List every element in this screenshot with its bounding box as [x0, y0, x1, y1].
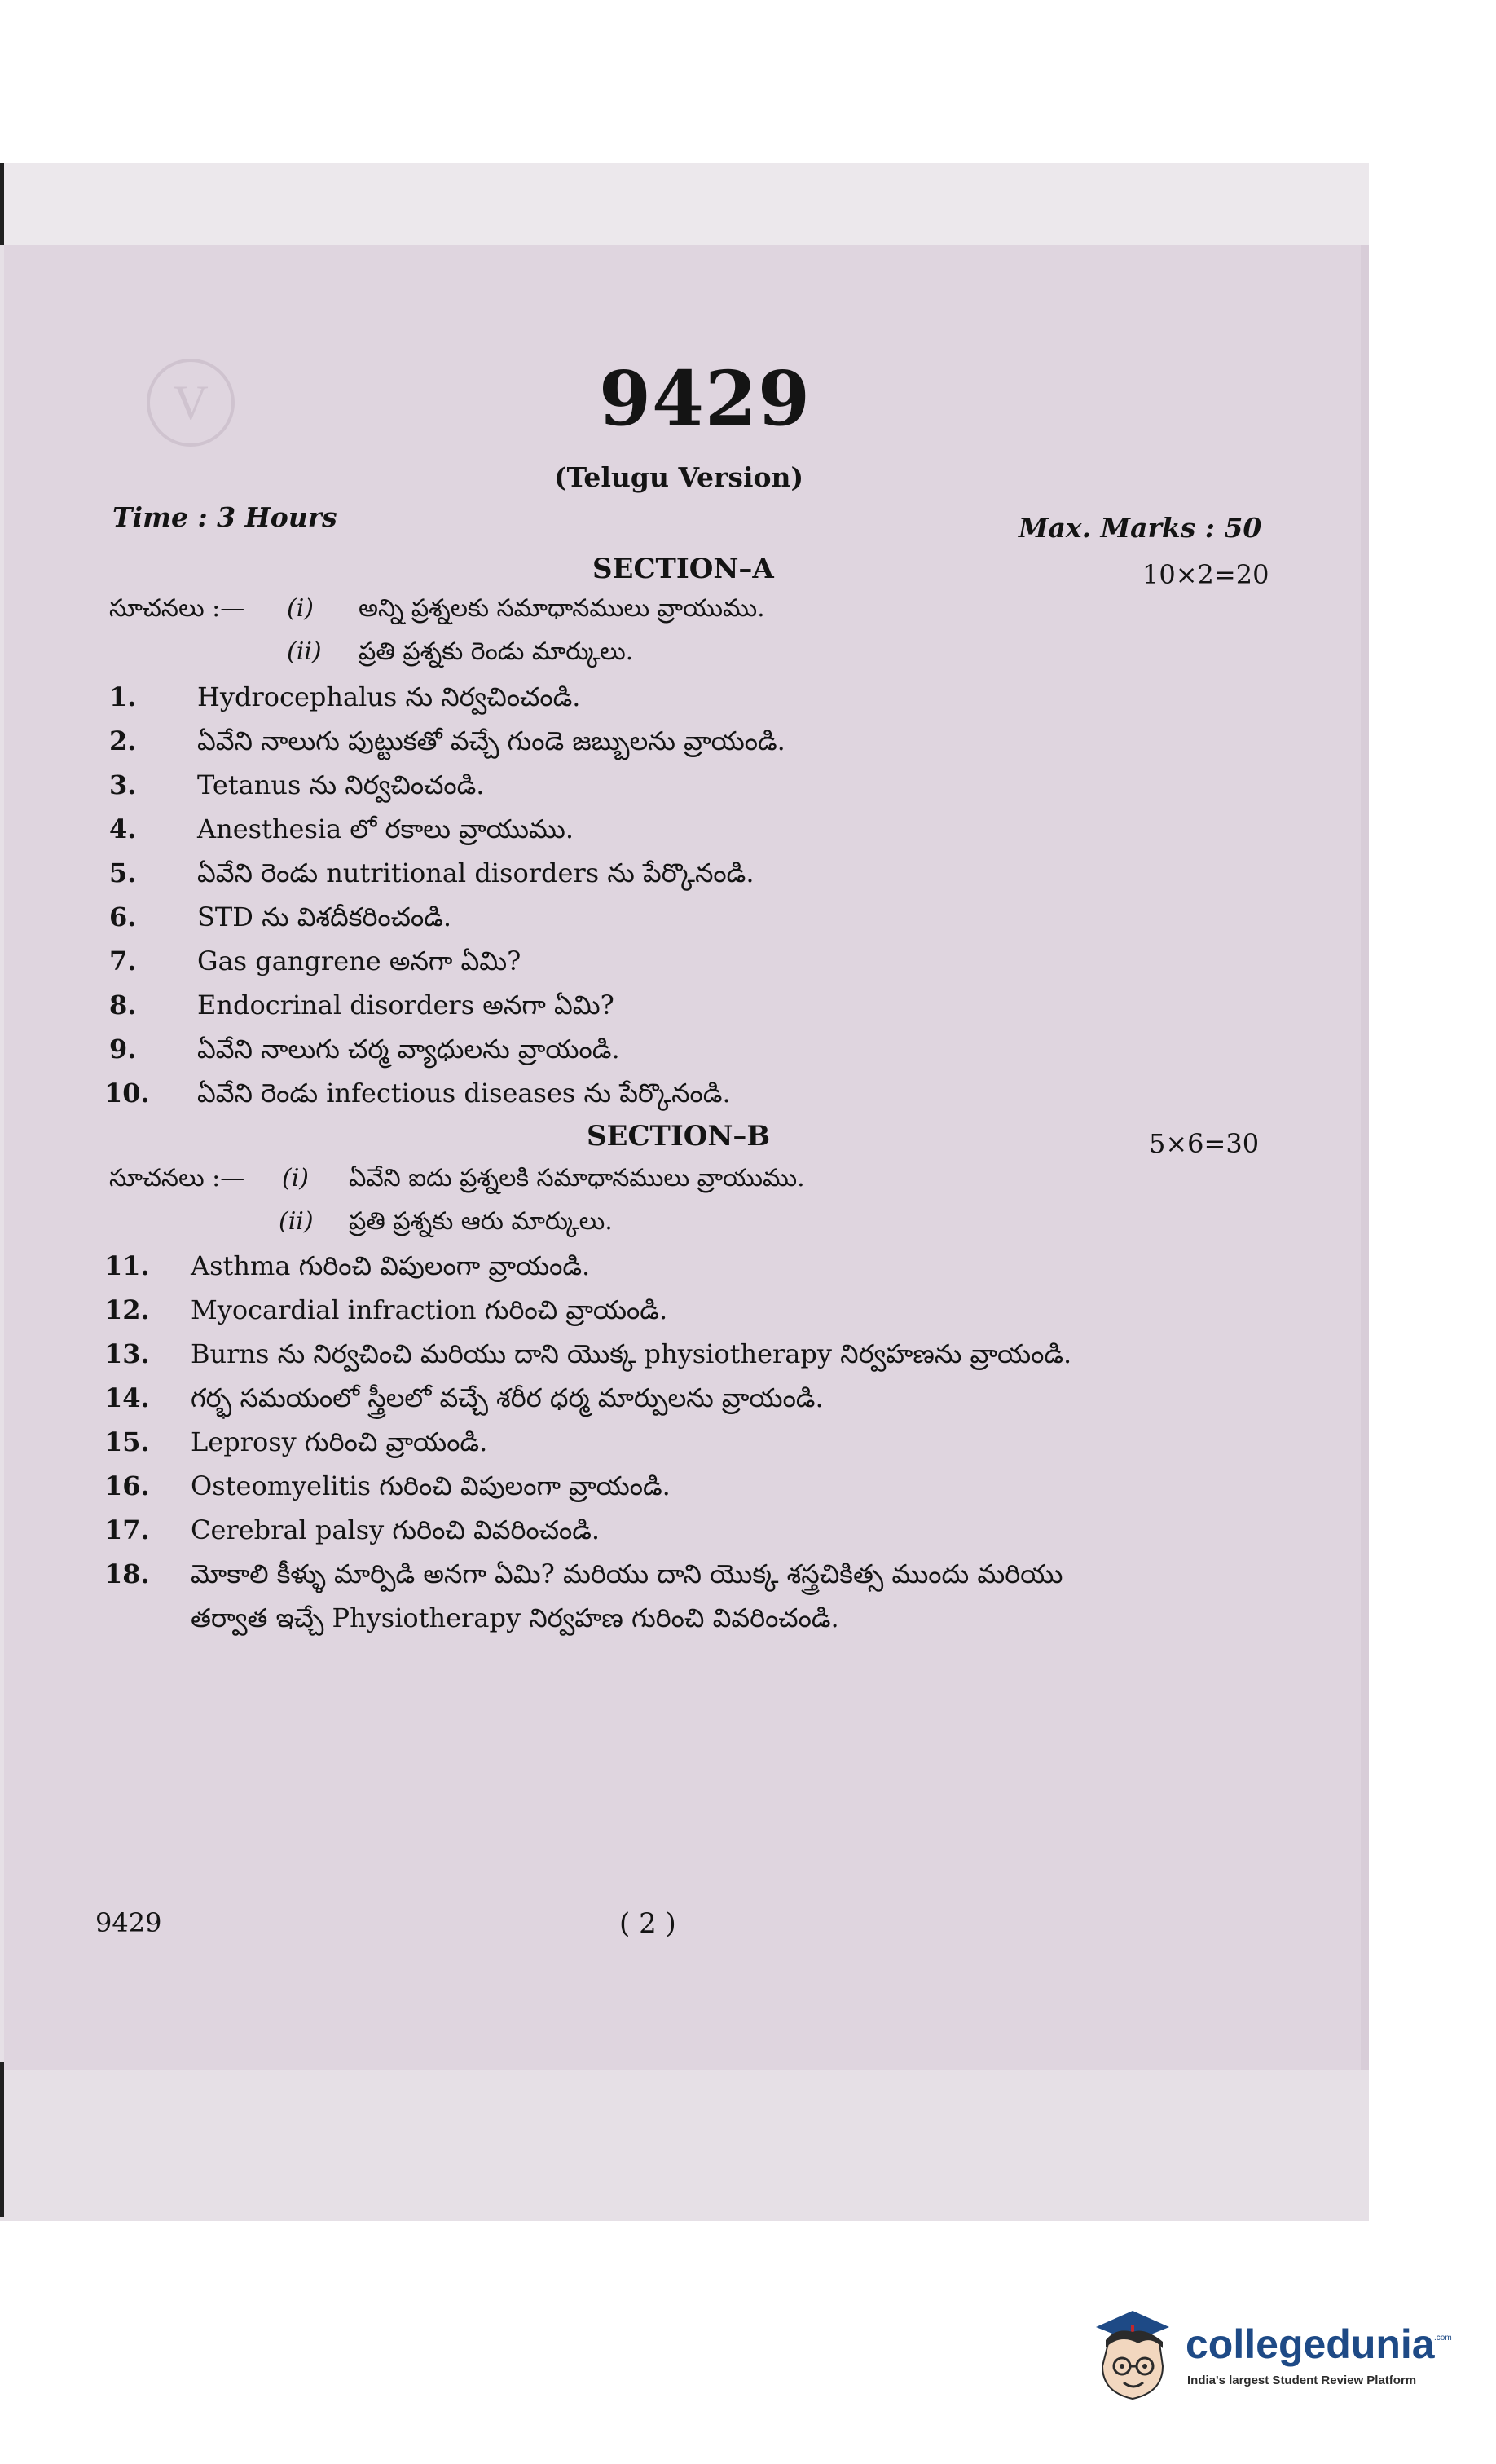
logo-wordmark: collegedunia	[1186, 2321, 1435, 2367]
question-text: ఏవేని నాలుగు పుట్టుకతో వచ్చే గుండె జబ్బులను వ్రాయండి.	[197, 725, 785, 756]
question-number: 16.	[104, 1470, 150, 1501]
logo-tagline: India's largest Student Review Platform	[1187, 2374, 1417, 2387]
question-text: Anesthesia లో రకాలు వ్రాయుము.	[197, 813, 574, 844]
mascot-icon	[1088, 2303, 1181, 2404]
question-number: 7.	[109, 945, 137, 976]
question-number: 3.	[109, 769, 137, 800]
question-text: ఏవేని నాలుగు చర్మ వ్యాధులను వ్రాయండి.	[197, 1034, 620, 1065]
question-number: 6.	[109, 901, 137, 932]
question-text: ఏవేని రెండు nutritional disorders ను పేర్కొనండి.	[197, 857, 755, 888]
instruction-text: అన్ని ప్రశ్నలకు సమాధానములు వ్రాయుము.	[359, 594, 765, 623]
section-a-title: SECTION–A	[592, 553, 774, 585]
time-label: Time : 3 Hours	[112, 501, 337, 533]
question-text: Burns ను నిర్వచించి మరియు దాని యొక్క physiotherapy నిర్వహణను వ్రాయండి.	[191, 1338, 1072, 1369]
page-number: ( 2 )	[619, 1907, 676, 1940]
question-text: Tetanus ను నిర్వచించండి.	[197, 769, 485, 800]
question-text: గర్భ సమయంలో స్త్రీలలో వచ్చే శరీర ధర్మ మార్పులను వ్రాయండి.	[191, 1382, 824, 1413]
scan-edge-bottom	[0, 2062, 4, 2217]
question-text: Leprosy గురించి వ్రాయండి.	[191, 1426, 488, 1457]
max-marks-label: Max. Marks : 50	[1019, 512, 1262, 544]
question-number: 4.	[109, 813, 137, 844]
question-text: Cerebral palsy గురించి వివరించండి.	[191, 1514, 601, 1545]
question-text: Gas gangrene అనగా ఏమి?	[197, 945, 521, 976]
footer-paper-code: 9429	[95, 1907, 162, 1938]
question-text: Myocardial infraction గురించి వ్రాయండి.	[191, 1294, 668, 1325]
question-text: Endocrinal disorders అనగా ఏమి?	[197, 990, 614, 1020]
section-b-marks: 5×6=30	[1149, 1128, 1260, 1159]
question-number: 14.	[104, 1382, 150, 1413]
instruction-number: (ii)	[279, 1207, 314, 1236]
section-b-instructions-label: సూచనలు :—	[109, 1164, 245, 1192]
question-number: 10.	[104, 1078, 150, 1109]
version-label: (Telugu Version)	[554, 461, 804, 493]
sheet-edge	[1361, 245, 1369, 2070]
instruction-text: ఏవేని ఐదు ప్రశ్నలకి సమాధానములు వ్రాయుము.	[349, 1164, 805, 1192]
instruction-text: ప్రతి ప్రశ్నకు రెండు మార్కులు.	[359, 637, 634, 666]
question-text: Hydrocephalus ను నిర్వచించండి.	[197, 681, 581, 712]
question-number: 5.	[109, 857, 137, 888]
instruction-text: ప్రతి ప్రశ్నకు ఆరు మార్కులు.	[349, 1207, 613, 1236]
question-number: 9.	[109, 1034, 137, 1065]
question-text-continued: తర్వాత ఇచ్చే Physiotherapy నిర్వహణ గురించి వివరించండి.	[191, 1602, 839, 1633]
instruction-number: (i)	[282, 1164, 310, 1192]
question-number: 13.	[104, 1338, 150, 1369]
collegedunia-logo[interactable]	[1088, 2303, 1452, 2404]
section-a-marks: 10×2=20	[1142, 559, 1269, 590]
logo-domain: .com	[1434, 2334, 1452, 2343]
question-number: 8.	[109, 990, 137, 1020]
question-number: 1.	[109, 681, 137, 712]
section-b-title: SECTION–B	[587, 1120, 771, 1153]
question-number: 11.	[104, 1250, 150, 1281]
scan-top-strip	[0, 163, 1369, 245]
question-text: మోకాలి కీళ్ళు మార్పిడి అనగా ఏమి? మరియు దాని యొక్క శస్త్రచికిత్స ముందు మరియు	[191, 1558, 1063, 1589]
question-number: 15.	[104, 1426, 150, 1457]
question-text: Asthma గురించి విపులంగా వ్రాయండి.	[191, 1250, 591, 1281]
question-text: Osteomyelitis గురించి విపులంగా వ్రాయండి.	[191, 1470, 671, 1501]
faint-stamp-icon: V	[147, 359, 235, 447]
question-number: 17.	[104, 1514, 150, 1545]
question-text: ఏవేని రెండు infectious diseases ను పేర్కొనండి.	[197, 1078, 731, 1109]
question-text: STD ను విశదీకరించండి.	[197, 901, 452, 932]
question-number: 18.	[104, 1558, 150, 1589]
question-number: 12.	[104, 1294, 150, 1325]
paper-code: 9429	[599, 355, 812, 443]
question-number: 2.	[109, 725, 137, 756]
scan-edge-top	[0, 163, 4, 245]
instruction-number: (ii)	[287, 637, 322, 666]
section-a-instructions-label: సూచనలు :—	[109, 594, 245, 623]
instruction-number: (i)	[287, 594, 315, 623]
